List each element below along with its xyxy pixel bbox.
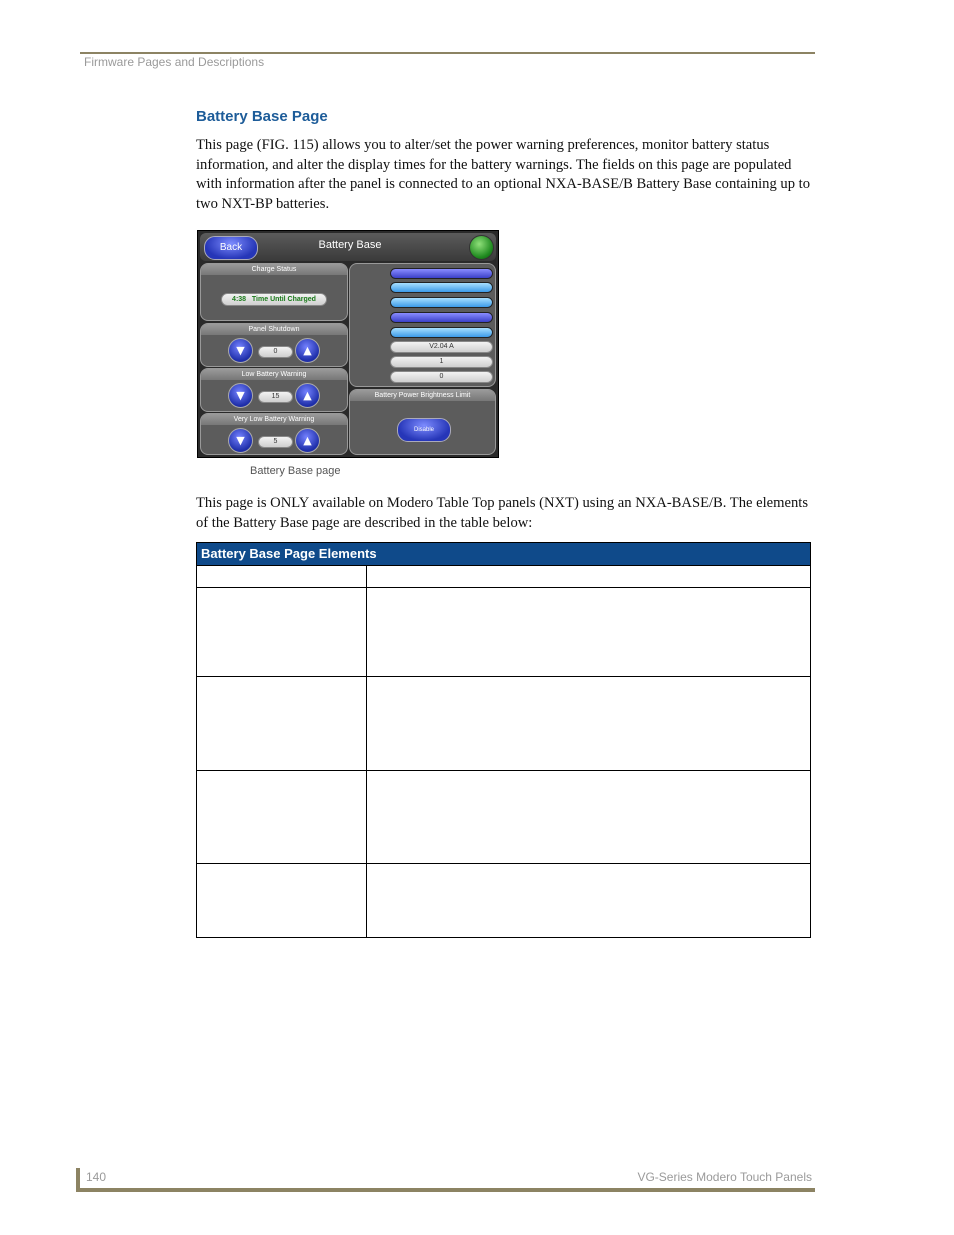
very-low-battery-up-icon[interactable]: ▲ <box>295 428 320 453</box>
status-value-b: 0 <box>390 371 493 383</box>
status-led-icon <box>469 235 494 260</box>
status-value-a: 1 <box>390 356 493 368</box>
status-bar-3 <box>390 297 493 308</box>
very-low-battery-down-icon[interactable]: ▼ <box>228 428 253 453</box>
table-row <box>196 566 811 588</box>
table-row <box>196 864 811 938</box>
figure-caption: Battery Base page <box>250 465 341 477</box>
very-low-battery-warning-panel <box>200 413 348 455</box>
status-bar-2 <box>390 282 493 293</box>
figure-title: Battery Base <box>318 239 382 251</box>
panel-shutdown-up-icon[interactable]: ▲ <box>295 338 320 363</box>
panel-shutdown-panel <box>200 323 348 367</box>
second-paragraph: This page is ONLY available on Modero Table Top panels (NXT) using an NXA-BASE/B. The elements of the Battery Base page are described in the table below: <box>196 495 809 531</box>
footer-rule <box>76 1188 815 1192</box>
charge-status-panel <box>200 263 348 321</box>
panel-shutdown-header: Panel Shutdown <box>201 324 347 335</box>
brightness-limit-header: Battery Power Brightness Limit <box>350 390 495 401</box>
figure-title-bar <box>200 233 496 261</box>
low-battery-up-icon[interactable]: ▲ <box>295 383 320 408</box>
page-number: 140 <box>86 1170 107 1184</box>
charge-time-label: Time Until Charged <box>251 296 316 303</box>
very-low-battery-value: 5 <box>258 436 293 448</box>
low-battery-warning-header: Low Battery Warning <box>201 369 347 380</box>
table-title: Battery Base Page Elements <box>196 542 811 566</box>
status-bar-5 <box>390 327 493 338</box>
running-header: Firmware Pages and Descriptions <box>84 55 265 69</box>
section-title: Battery Base Page <box>196 108 328 125</box>
battery-base-figure <box>197 230 499 458</box>
header-rule <box>80 52 815 54</box>
charge-time: 4:38 <box>232 296 247 303</box>
low-battery-down-icon[interactable]: ▼ <box>228 383 253 408</box>
panel-shutdown-value: 0 <box>258 346 293 358</box>
status-bar-1 <box>390 268 493 279</box>
low-battery-value: 15 <box>258 391 293 403</box>
status-bar-4 <box>390 312 493 323</box>
charge-status-header: Charge Status <box>201 264 347 275</box>
table-row <box>196 588 811 677</box>
intro-paragraph: This page (FIG. 115) allows you to alter/set the power warning preferences, monitor battery status information, and alter the display times for the battery warnings. The fields on this page are populated with information after the panel is connected to an optional NXA-BASE/B Battery Base containing up to two NXT-BP batteries. <box>196 137 811 212</box>
version-value: V2.04 A <box>390 341 493 353</box>
very-low-battery-warning-header: Very Low Battery Warning <box>201 414 347 425</box>
disable-button[interactable]: Disable <box>397 418 451 442</box>
low-battery-warning-panel <box>200 368 348 412</box>
panel-shutdown-down-icon[interactable]: ▼ <box>228 338 253 363</box>
charge-time-display <box>221 293 327 306</box>
status-label-1 <box>350 268 386 273</box>
footer-product: VG-Series Modero Touch Panels <box>637 1170 812 1184</box>
table-row <box>196 677 811 771</box>
table-row <box>196 771 811 864</box>
back-button[interactable]: Back <box>204 236 258 260</box>
